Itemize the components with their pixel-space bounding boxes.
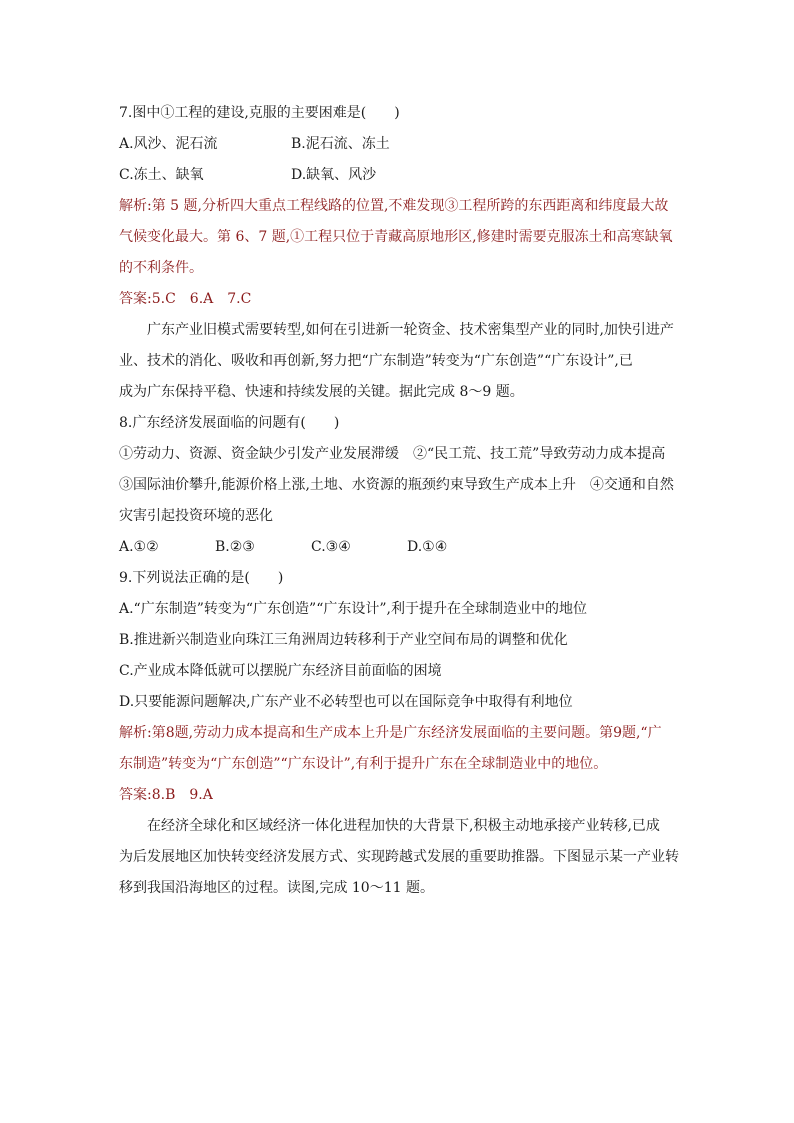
answer-1: 答案:5.C 6.A 7.C [119, 291, 252, 307]
document-page [119, 98, 679, 904]
analysis-1-line-1: 解析:第 5 题,分析四大重点工程线路的位置,不难发现③工程所跨的东西距离和纬度最大故 [119, 198, 669, 214]
question-8-option-d: D.①④ [407, 539, 448, 555]
question-8-item-line-1: ①劳动力、资源、资金缺少引发产业发展滞缓 ②“民工荒、技工荒”导致劳动力成本提高 [119, 446, 666, 462]
question-9-option-b: B.推进新兴制造业向珠江三角洲周边转移利于产业空间布局的调整和优化 [119, 632, 568, 648]
analysis-2-line-1: 解析:第8题,劳动力成本提高和生产成本上升是广东经济发展面临的主要问题。第9题,“广 [119, 725, 662, 741]
question-8-stem: 8.广东经济发展面临的问题有( ) [119, 415, 340, 431]
passage-1-line-3: 成为广东保持平稳、快速和持续发展的关键。据此完成 8～9 题。 [119, 384, 524, 400]
question-8-item-line-3: 灾害引起投资环境的恶化 [119, 508, 273, 524]
question-7-option-a: A.风沙、泥石流 [119, 136, 218, 152]
answer-2: 答案:8.B 9.A [119, 787, 213, 803]
analysis-1-line-3: 的不利条件。 [119, 260, 203, 276]
question-9-stem: 9.下列说法正确的是( ) [119, 570, 284, 586]
question-9-option-c: C.产业成本降低就可以摆脱广东经济目前面临的困境 [119, 663, 442, 679]
question-7-stem: 7.图中①工程的建设,克服的主要困难是( ) [119, 105, 400, 121]
question-8-option-a: A.①② [119, 539, 159, 555]
question-7-options-row-2 [119, 160, 679, 191]
passage-2-line-3: 移到我国沿海地区的过程。读图,完成 10～11 题。 [119, 880, 434, 896]
question-9-option-a: A.“广东制造”转变为“广东创造”“广东设计”,利于提升在全球制造业中的地位 [119, 601, 587, 617]
question-8-option-b: B.②③ [215, 539, 255, 555]
passage-2-line-2: 为后发展地区加快转变经济发展方式、实现跨越式发展的重要助推器。下图显示某一产业转 [119, 849, 679, 865]
passage-2-line-1: 在经济全球化和区域经济一体化进程加快的大背景下,积极主动地承接产业转移,已成 [147, 818, 660, 834]
question-7-option-c: C.冻土、缺氧 [119, 167, 204, 183]
question-8-item-line-2: ③国际油价攀升,能源价格上涨,土地、水资源的瓶颈约束导致生产成本上升 ④交通和自然 [119, 477, 674, 493]
analysis-2-line-2: 东制造”转变为“广东创造”“广东设计”,有利于提升广东在全球制造业中的地位。 [119, 756, 608, 772]
question-7-options-row-1 [119, 129, 679, 160]
question-9-option-d: D.只要能源问题解决,广东产业不必转型也可以在国际竞争中取得有利地位 [119, 694, 573, 710]
question-8-option-c: C.③④ [311, 539, 351, 555]
passage-1-line-2: 业、技术的消化、吸收和再创新,努力把“广东制造”转变为“广东创造”“广东设计”,已 [119, 353, 633, 369]
passage-1-line-1: 广东产业旧模式需要转型,如何在引进新一轮资金、技术密集型产业的同时,加快引进产 [147, 322, 674, 338]
question-7-option-d: D.缺氧、风沙 [291, 167, 377, 183]
analysis-1-line-2: 气候变化最大。第 6、7 题,①工程只位于青藏高原地形区,修建时需要克服冻土和高寒缺氧 [119, 229, 673, 245]
question-8-options [119, 532, 679, 563]
question-7-option-b: B.泥石流、冻土 [291, 136, 390, 152]
